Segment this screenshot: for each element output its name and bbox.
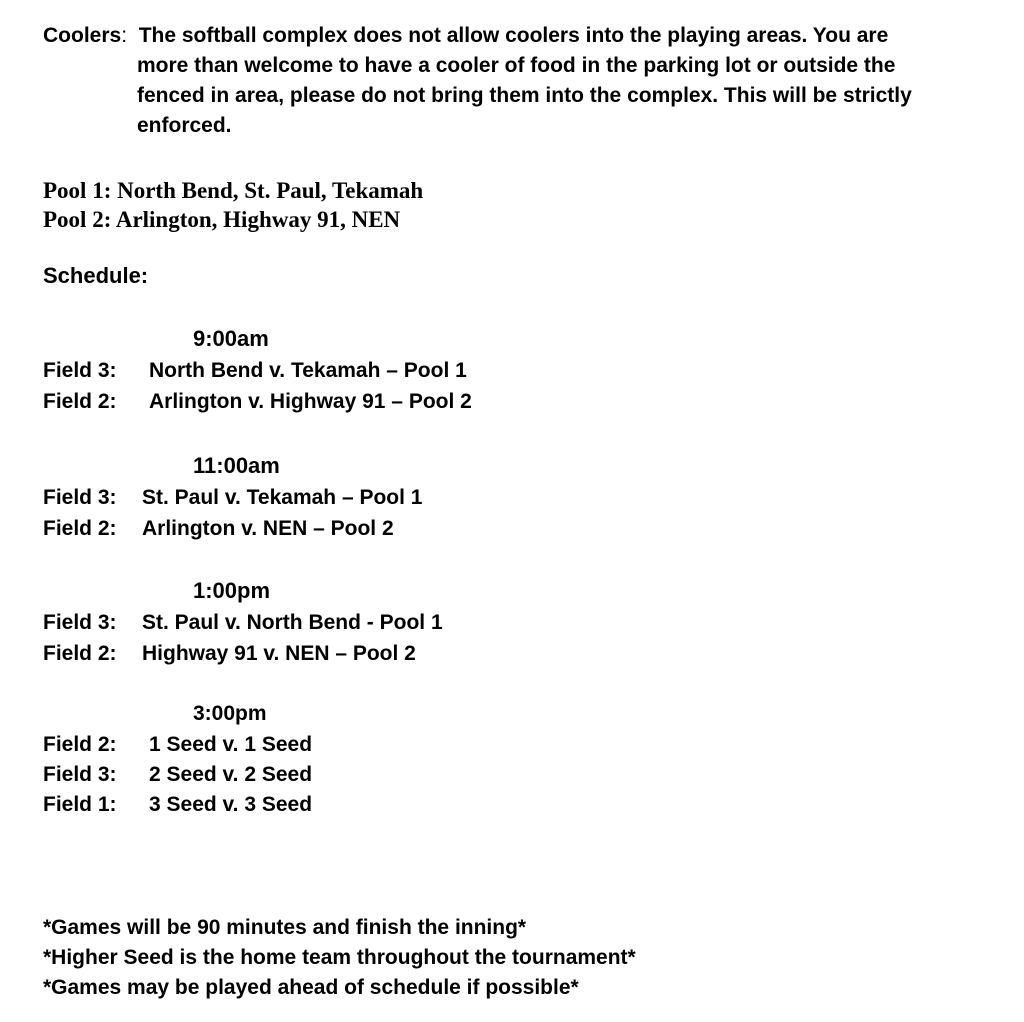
- slot-time-3pm: 3:00pm: [193, 702, 267, 725]
- coolers-line-3: fenced in area, please do not bring them into the complex. This will be strictly: [137, 84, 912, 107]
- note-item: *Higher Seed is the home team throughout the tournament*: [43, 946, 636, 969]
- coolers-first-text: The softball complex does not allow coolers into the playing areas. You are: [138, 24, 889, 47]
- coolers-label: [43, 24, 127, 47]
- coolers-line-4: enforced.: [137, 114, 232, 137]
- game-row: [43, 514, 394, 544]
- game-matchup: St. Paul v. Tekamah – Pool 1: [142, 486, 423, 509]
- schedule-heading: Schedule:: [43, 263, 149, 288]
- game-row: [43, 483, 423, 513]
- game-matchup: Highway 91 v. NEN – Pool 2: [142, 642, 416, 665]
- game-field: Field 3:: [43, 611, 117, 634]
- game-matchup: North Bend v. Tekamah – Pool 1: [149, 359, 467, 382]
- slot-time-9am: 9:00am: [193, 326, 269, 351]
- pools-list: [43, 176, 423, 234]
- game-field: Field 1:: [43, 793, 117, 816]
- note-item: *Games will be 90 minutes and finish the inning*: [43, 916, 527, 939]
- game-row: [43, 639, 416, 669]
- pool-1: Pool 1: North Bend, St. Paul, Tekamah: [43, 178, 424, 203]
- game-matchup: Arlington v. NEN – Pool 2: [142, 517, 394, 540]
- game-row: [43, 790, 312, 820]
- game-row: [43, 356, 467, 386]
- game-row: [43, 730, 312, 760]
- coolers-line-2: more than welcome to have a cooler of food in the parking lot or outside the: [137, 54, 896, 77]
- notes-list: [43, 913, 636, 1003]
- game-field: Field 3:: [43, 763, 117, 786]
- coolers-label-text: Coolers: [43, 24, 122, 47]
- game-matchup: 2 Seed v. 2 Seed: [149, 763, 313, 786]
- game-field: Field 3:: [43, 359, 117, 382]
- game-matchup: St. Paul v. North Bend - Pool 1: [142, 611, 443, 634]
- game-field: Field 3:: [43, 486, 117, 509]
- note-item: *Games may be played ahead of schedule if possible*: [43, 976, 579, 999]
- game-matchup: Arlington v. Highway 91 – Pool 2: [149, 390, 472, 413]
- game-field: Field 2:: [43, 390, 117, 413]
- game-field: Field 2:: [43, 517, 117, 540]
- coolers-first-line: [43, 21, 1003, 51]
- game-row: [43, 608, 443, 638]
- slot-time-11am: 11:00am: [193, 453, 280, 478]
- game-row: [43, 387, 472, 417]
- game-row: [43, 760, 312, 790]
- game-matchup: 3 Seed v. 3 Seed: [149, 793, 313, 816]
- slot-time-1pm: 1:00pm: [193, 578, 271, 603]
- pool-2: Pool 2: Arlington, Highway 91, NEN: [43, 207, 401, 232]
- coolers-paragraph: [43, 21, 1003, 141]
- game-field: Field 2:: [43, 733, 117, 756]
- game-matchup: 1 Seed v. 1 Seed: [149, 733, 313, 756]
- coolers-label-colon: :: [121, 24, 128, 47]
- game-field: Field 2:: [43, 642, 117, 665]
